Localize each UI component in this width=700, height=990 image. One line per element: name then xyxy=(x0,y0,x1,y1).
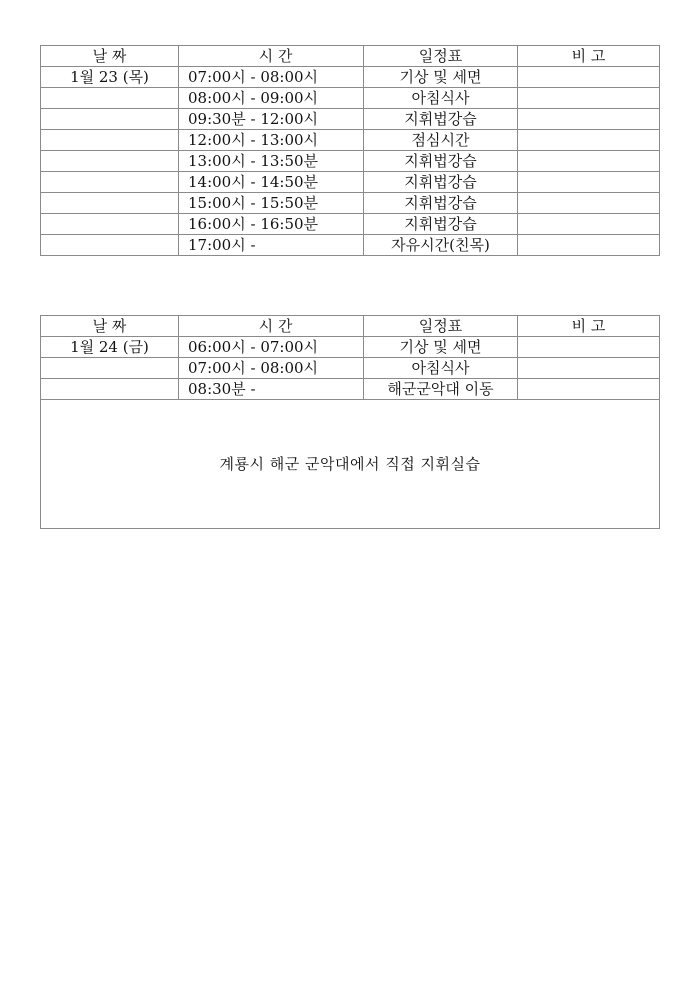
date-cell xyxy=(41,358,179,379)
header-date: 날 짜 xyxy=(41,316,179,337)
header-note: 비 고 xyxy=(518,316,660,337)
note-cell xyxy=(518,67,660,88)
schedule-cell: 자유시간(친목) xyxy=(364,235,518,256)
date-cell xyxy=(41,214,179,235)
time-cell: 06:00시 - 07:00시 xyxy=(179,337,364,358)
date-cell xyxy=(41,130,179,151)
schedule-cell: 지휘법강습 xyxy=(364,172,518,193)
practice-note: 계룡시 해군 군악대에서 직접 지휘실습 xyxy=(41,400,660,529)
note-cell xyxy=(518,337,660,358)
header-time: 시 간 xyxy=(179,316,364,337)
table-row xyxy=(41,172,660,193)
date-cell xyxy=(41,379,179,400)
note-cell xyxy=(518,130,660,151)
table-row xyxy=(41,109,660,130)
time-cell: 07:00시 - 08:00시 xyxy=(179,358,364,379)
schedule-cell: 기상 및 세면 xyxy=(364,67,518,88)
table-row xyxy=(41,358,660,379)
schedule-cell: 지휘법강습 xyxy=(364,214,518,235)
time-cell: 08:30분 - xyxy=(179,379,364,400)
note-cell xyxy=(518,358,660,379)
time-cell: 17:00시 - xyxy=(179,235,364,256)
note-cell xyxy=(518,214,660,235)
note-cell xyxy=(518,379,660,400)
header-schedule: 일정표 xyxy=(364,316,518,337)
time-cell: 16:00시 - 16:50분 xyxy=(179,214,364,235)
date-cell xyxy=(41,235,179,256)
schedule-cell: 지휘법강습 xyxy=(364,151,518,172)
note-cell xyxy=(518,193,660,214)
date-cell: 1월 24 (금) xyxy=(41,337,179,358)
schedule-cell: 점심시간 xyxy=(364,130,518,151)
time-cell: 09:30분 - 12:00시 xyxy=(179,109,364,130)
header-note: 비 고 xyxy=(518,46,660,67)
note-cell xyxy=(518,151,660,172)
table-row xyxy=(41,235,660,256)
table-row xyxy=(41,67,660,88)
schedule-cell: 지휘법강습 xyxy=(364,109,518,130)
date-cell xyxy=(41,172,179,193)
schedule-cell: 기상 및 세면 xyxy=(364,337,518,358)
header-date: 날 짜 xyxy=(41,46,179,67)
time-cell: 12:00시 - 13:00시 xyxy=(179,130,364,151)
time-cell: 08:00시 - 09:00시 xyxy=(179,88,364,109)
time-cell: 14:00시 - 14:50분 xyxy=(179,172,364,193)
time-cell: 13:00시 - 13:50분 xyxy=(179,151,364,172)
table-header-row xyxy=(41,46,660,67)
table-row xyxy=(41,214,660,235)
table-row xyxy=(41,337,660,358)
note-cell xyxy=(518,235,660,256)
schedule-table-day1 xyxy=(40,45,660,256)
note-cell xyxy=(518,109,660,130)
date-cell xyxy=(41,88,179,109)
header-time: 시 간 xyxy=(179,46,364,67)
date-cell xyxy=(41,193,179,214)
time-cell: 07:00시 - 08:00시 xyxy=(179,67,364,88)
note-row xyxy=(41,400,660,529)
note-cell xyxy=(518,88,660,109)
note-cell xyxy=(518,172,660,193)
table-row xyxy=(41,88,660,109)
schedule-cell: 해군군악대 이동 xyxy=(364,379,518,400)
schedule-cell: 아침식사 xyxy=(364,358,518,379)
schedule-cell: 지휘법강습 xyxy=(364,193,518,214)
table-row xyxy=(41,130,660,151)
time-cell: 15:00시 - 15:50분 xyxy=(179,193,364,214)
date-cell xyxy=(41,109,179,130)
table-row xyxy=(41,379,660,400)
date-cell xyxy=(41,151,179,172)
date-cell: 1월 23 (목) xyxy=(41,67,179,88)
header-schedule: 일정표 xyxy=(364,46,518,67)
table-row xyxy=(41,193,660,214)
schedule-table-day2 xyxy=(40,315,660,529)
table-header-row xyxy=(41,316,660,337)
schedule-cell: 아침식사 xyxy=(364,88,518,109)
table-row xyxy=(41,151,660,172)
